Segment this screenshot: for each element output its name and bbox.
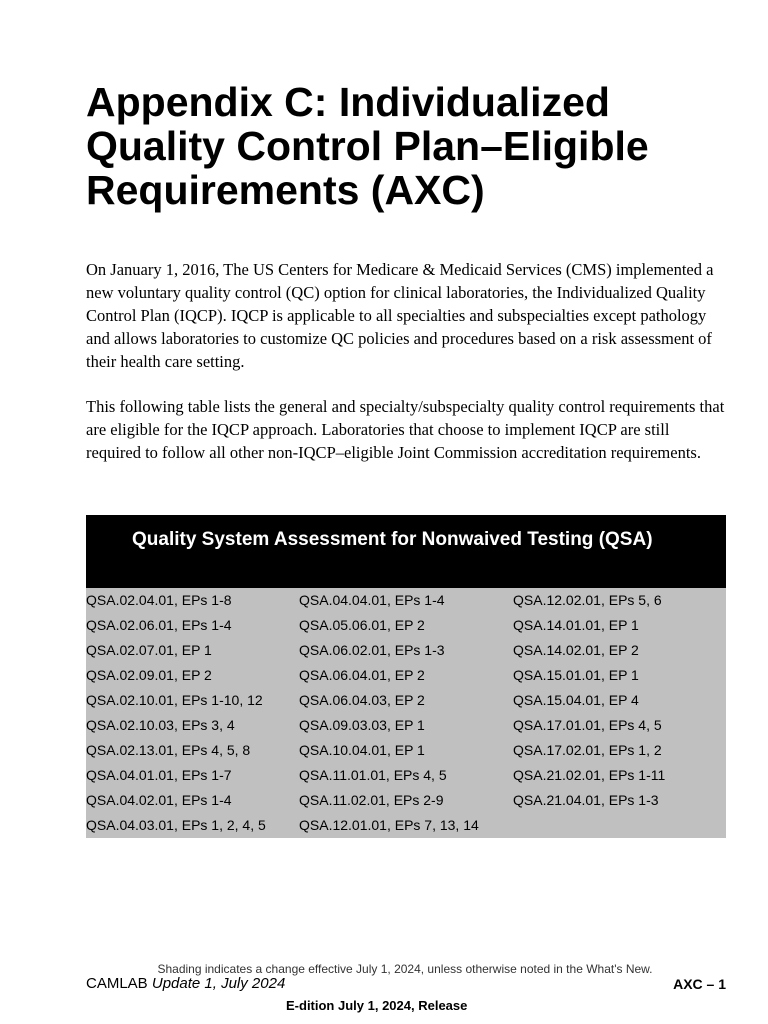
table-header: Quality System Assessment for Nonwaived Testing (QSA) [86, 515, 726, 588]
table-intro-paragraph: This following table lists the general and specialty/subspecialty quality control requirements that are eligible for the IQCP approach. Laboratories that choose to implement IQCP are still required to follow all other non-IQCP–eligible Joint Commission accreditation requirements. [86, 397, 725, 462]
table-cell: QSA.15.01.01, EP 1 [513, 667, 639, 683]
table-cell: QSA.09.03.03, EP 1 [299, 717, 425, 733]
table-cell: QSA.14.01.01, EP 1 [513, 617, 639, 633]
table-cell: QSA.06.02.01, EPs 1-3 [299, 642, 445, 658]
table-body [86, 588, 726, 838]
intro-paragraph: On January 1, 2016, The US Centers for Medicare & Medicaid Services (CMS) implemented a new voluntary quality control (QC) option for clinical laboratories, the Individualized Quality Control Plan (IQCP). IQCP is applicable to all specialties and subspecialties except pathology and allows laboratories to customize QC policies and procedures based on a risk assessment of their health care setting. [86, 260, 714, 371]
table-cell: QSA.15.04.01, EP 4 [513, 692, 639, 708]
table-cell: QSA.17.01.01, EPs 4, 5 [513, 717, 662, 733]
manual-name: CAMLAB [86, 975, 148, 992]
table-cell: QSA.11.02.01, EPs 2-9 [299, 792, 444, 808]
table-cell: QSA.02.04.01, EPs 1-8 [86, 592, 232, 608]
table-cell: QSA.04.04.01, EPs 1-4 [299, 592, 445, 608]
table-cell: QSA.02.09.01, EP 2 [86, 667, 212, 683]
shading-note: Shading indicates a change effective July 1, 2024, unless otherwise noted in the What's New. [157, 962, 653, 976]
table-cell: QSA.12.01.01, EPs 7, 13, 14 [299, 817, 479, 833]
table-cell: QSA.04.02.01, EPs 1-4 [86, 792, 232, 808]
table-cell: QSA.05.06.01, EP 2 [299, 617, 425, 633]
page-title: Appendix C: Individualized Quality Control Plan–Eligible Requirements (AXC) [86, 79, 649, 213]
table-cell: QSA.02.07.01, EP 1 [86, 642, 212, 658]
table-cell: QSA.12.02.01, EPs 5, 6 [513, 592, 662, 608]
table-cell: QSA.04.01.01, EPs 1-7 [86, 767, 232, 783]
page-number: AXC – 1 [673, 976, 726, 992]
table-cell: QSA.02.10.03, EPs 3, 4 [86, 717, 235, 733]
table-cell: QSA.04.03.01, EPs 1, 2, 4, 5 [86, 817, 266, 833]
table-cell: QSA.21.04.01, EPs 1-3 [513, 792, 659, 808]
table-cell [513, 813, 726, 838]
footer-manual-info [86, 975, 285, 992]
edition-label: E-dition July 1, 2024, Release [286, 998, 468, 1013]
table-cell: QSA.02.10.01, EPs 1-10, 12 [86, 692, 263, 708]
table-cell: QSA.06.04.03, EP 2 [299, 692, 425, 708]
table-cell: QSA.14.02.01, EP 2 [513, 642, 639, 658]
table-cell: QSA.06.04.01, EP 2 [299, 667, 425, 683]
table-cell: QSA.17.02.01, EPs 1, 2 [513, 742, 662, 758]
qsa-requirements-table [86, 515, 726, 838]
table-cell: QSA.02.06.01, EPs 1-4 [86, 617, 232, 633]
update-label: Update 1, July 2024 [151, 975, 286, 992]
table-cell: QSA.21.02.01, EPs 1-11 [513, 767, 666, 783]
table-cell: QSA.10.04.01, EP 1 [299, 742, 425, 758]
table-cell: QSA.02.13.01, EPs 4, 5, 8 [86, 742, 251, 758]
table-cell: QSA.11.01.01, EPs 4, 5 [299, 767, 447, 783]
